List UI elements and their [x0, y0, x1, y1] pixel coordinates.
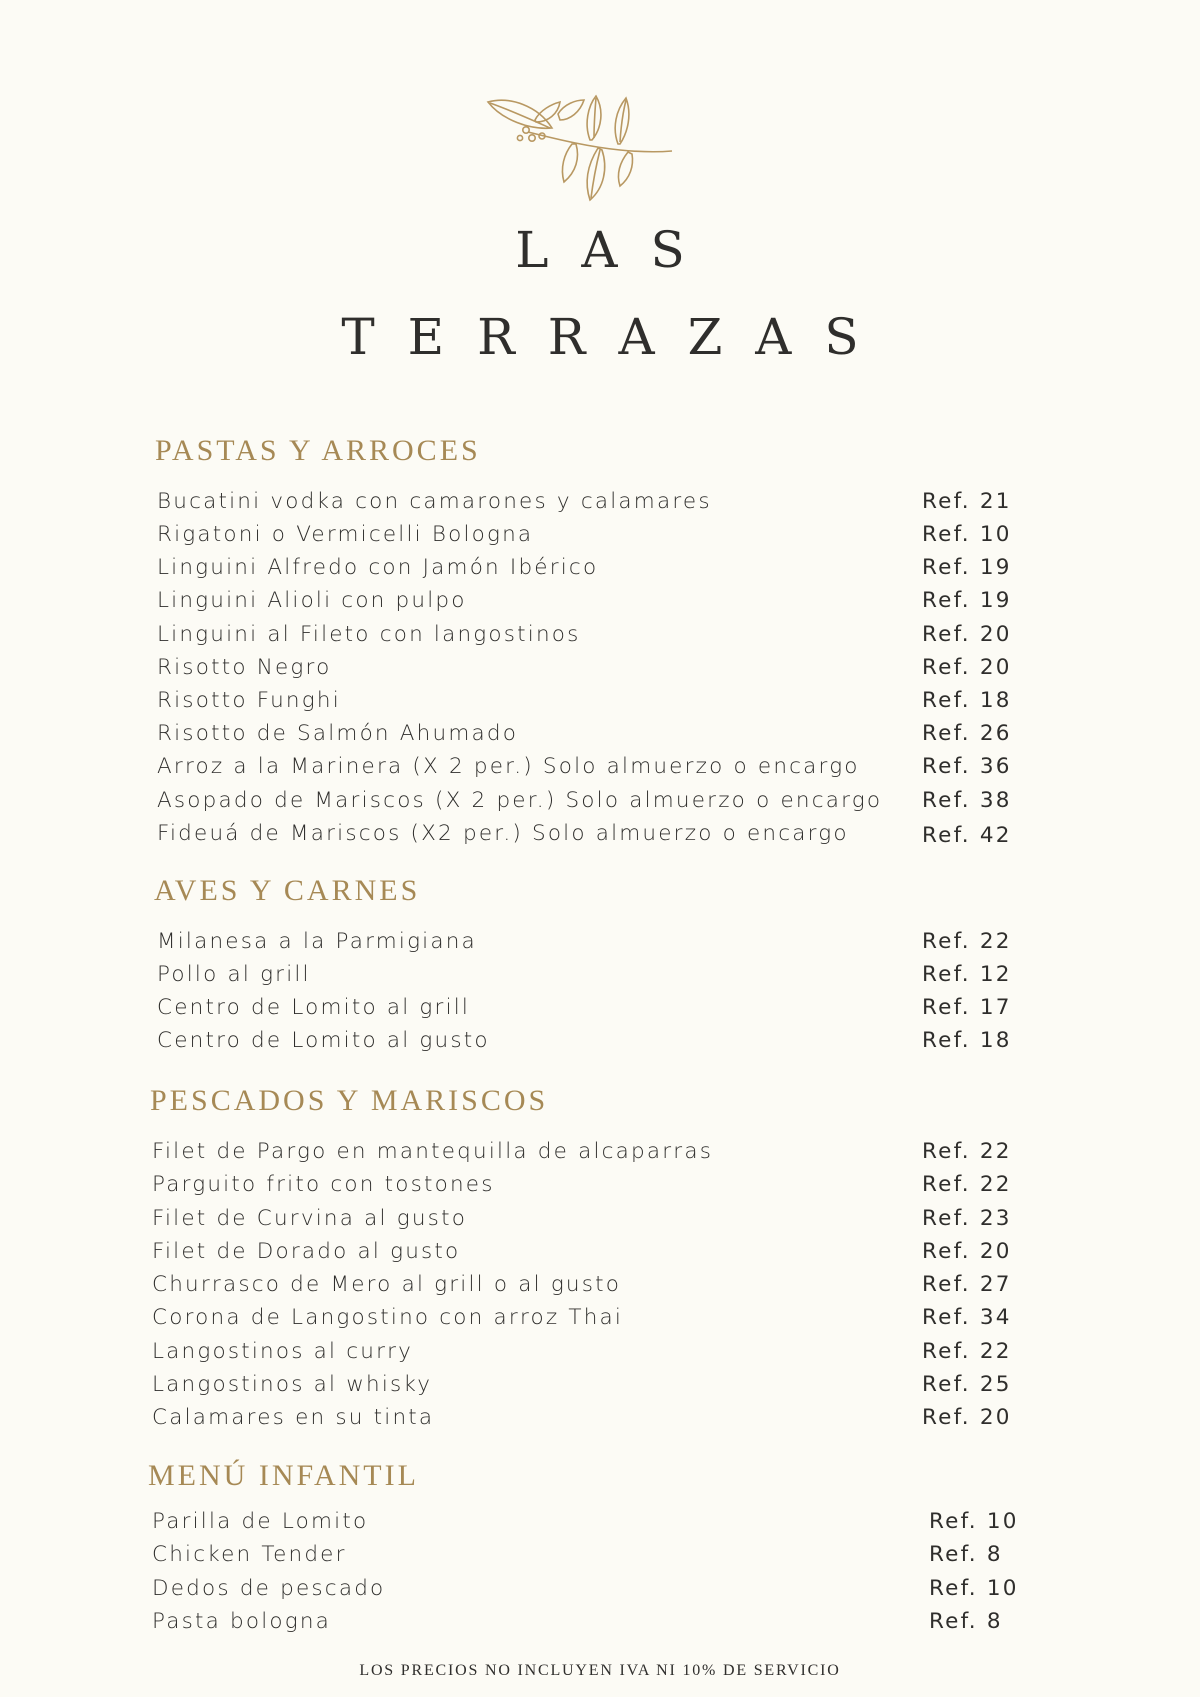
section-heading: PESCADOS Y MARISCOS	[150, 1084, 549, 1117]
item-price: Ref. 42	[922, 823, 1012, 848]
menu-item	[0, 926, 1200, 958]
item-price: Ref. 8	[929, 1609, 1003, 1634]
menu-item	[0, 619, 1200, 651]
item-price: Ref. 25	[922, 1372, 1012, 1397]
menu-item	[0, 552, 1200, 584]
item-name: Calamares en su tinta	[152, 1405, 435, 1430]
item-price: Ref. 12	[922, 962, 1012, 987]
menu-item	[0, 1269, 1200, 1301]
menu-item	[0, 1136, 1200, 1168]
item-name: Arroz a la Marinera (X 2 per.) Solo almuerzo o encargo	[157, 754, 860, 779]
item-price: Ref. 38	[922, 788, 1012, 813]
item-name: Dedos de pescado	[152, 1576, 386, 1601]
item-name: Pasta bologna	[152, 1609, 332, 1634]
item-name: Risotto de Salmón Ahumado	[157, 721, 519, 746]
item-name: Linguini Alioli con pulpo	[157, 588, 467, 613]
menu-item	[0, 1539, 1200, 1571]
menu-item	[0, 1302, 1200, 1334]
item-name: Parilla de Lomito	[152, 1509, 369, 1534]
menu-item	[0, 685, 1200, 717]
menu-item	[0, 1369, 1200, 1401]
item-price: Ref. 20	[922, 622, 1012, 647]
item-name: Filet de Dorado al gusto	[152, 1239, 461, 1264]
menu-item	[0, 718, 1200, 750]
item-price: Ref. 10	[929, 1509, 1019, 1534]
section-heading: AVES Y CARNES	[154, 874, 421, 907]
item-price: Ref. 27	[922, 1272, 1012, 1297]
menu-item	[0, 1336, 1200, 1368]
item-name: Rigatoni o Vermicelli Bologna	[157, 522, 534, 547]
item-name: Chicken Tender	[152, 1542, 347, 1567]
menu-item	[0, 818, 1200, 850]
menu-item	[0, 1402, 1200, 1434]
item-name: Corona de Langostino con arroz Thai	[152, 1305, 624, 1330]
item-name: Langostinos al curry	[152, 1339, 414, 1364]
item-price: Ref. 23	[922, 1206, 1012, 1231]
item-price: Ref. 19	[922, 555, 1012, 580]
menu-item	[0, 751, 1200, 783]
menu-item	[0, 1203, 1200, 1235]
item-price: Ref. 19	[922, 588, 1012, 613]
menu-item	[0, 785, 1200, 817]
item-name: Parguito frito con tostones	[152, 1172, 495, 1197]
menu-item	[0, 959, 1200, 991]
item-name: Churrasco de Mero al grill o al gusto	[152, 1272, 622, 1297]
item-price: Ref. 22	[922, 1172, 1012, 1197]
item-name: Milanesa a la Parmigiana	[157, 929, 477, 954]
item-name: Bucatini vodka con camarones y calamares	[157, 489, 712, 514]
restaurant-name-line1: LAS	[515, 221, 718, 279]
item-price: Ref. 20	[922, 655, 1012, 680]
menu-item	[0, 652, 1200, 684]
menu-item	[0, 1025, 1200, 1057]
menu-item	[0, 1573, 1200, 1605]
item-price: Ref. 21	[922, 489, 1012, 514]
item-name: Langostinos al whisky	[152, 1372, 433, 1397]
section-heading: PASTAS Y ARROCES	[155, 434, 481, 467]
item-price: Ref. 36	[922, 754, 1012, 779]
item-name: Filet de Curvina al gusto	[152, 1206, 468, 1231]
item-name: Asopado de Mariscos (X 2 per.) Solo almuerzo o encargo	[157, 788, 883, 813]
item-name: Pollo al grill	[157, 962, 311, 987]
item-price: Ref. 10	[922, 522, 1012, 547]
menu-item	[0, 519, 1200, 551]
section-heading: MENÚ INFANTIL	[148, 1459, 419, 1492]
item-name: Fideuá de Mariscos (X2 per.) Solo almuerzo o encargo	[157, 821, 849, 846]
item-price: Ref. 10	[929, 1576, 1019, 1601]
footer-note: LOS PRECIOS NO INCLUYEN IVA NI 10% DE SERVICIO	[359, 1662, 841, 1679]
item-name: Centro de Lomito al grill	[157, 995, 471, 1020]
menu-item	[0, 1169, 1200, 1201]
menu-item	[0, 1606, 1200, 1638]
item-price: Ref. 34	[922, 1305, 1012, 1330]
menu-item	[0, 1236, 1200, 1268]
olive-branch-icon	[480, 92, 676, 208]
item-name: Filet de Pargo en mantequilla de alcaparras	[152, 1139, 714, 1164]
item-price: Ref. 17	[922, 995, 1012, 1020]
item-price: Ref. 20	[922, 1405, 1012, 1430]
item-name: Centro de Lomito al gusto	[157, 1028, 490, 1053]
item-price: Ref. 22	[922, 1139, 1012, 1164]
item-name: Risotto Negro	[157, 655, 332, 680]
menu-item	[0, 486, 1200, 518]
menu-item	[0, 992, 1200, 1024]
restaurant-name-line2: TERRAZAS	[341, 308, 892, 366]
item-price: Ref. 20	[922, 1239, 1012, 1264]
item-price: Ref. 26	[922, 721, 1012, 746]
item-price: Ref. 22	[922, 929, 1012, 954]
menu-item	[0, 585, 1200, 617]
item-price: Ref. 18	[922, 1028, 1012, 1053]
item-price: Ref. 18	[922, 688, 1012, 713]
item-price: Ref. 22	[922, 1339, 1012, 1364]
item-price: Ref. 8	[929, 1542, 1003, 1567]
item-name: Linguini Alfredo con Jamón Ibérico	[157, 555, 599, 580]
menu-item	[0, 1506, 1200, 1538]
item-name: Risotto Funghi	[157, 688, 341, 713]
item-name: Linguini al Fileto con langostinos	[157, 622, 581, 647]
